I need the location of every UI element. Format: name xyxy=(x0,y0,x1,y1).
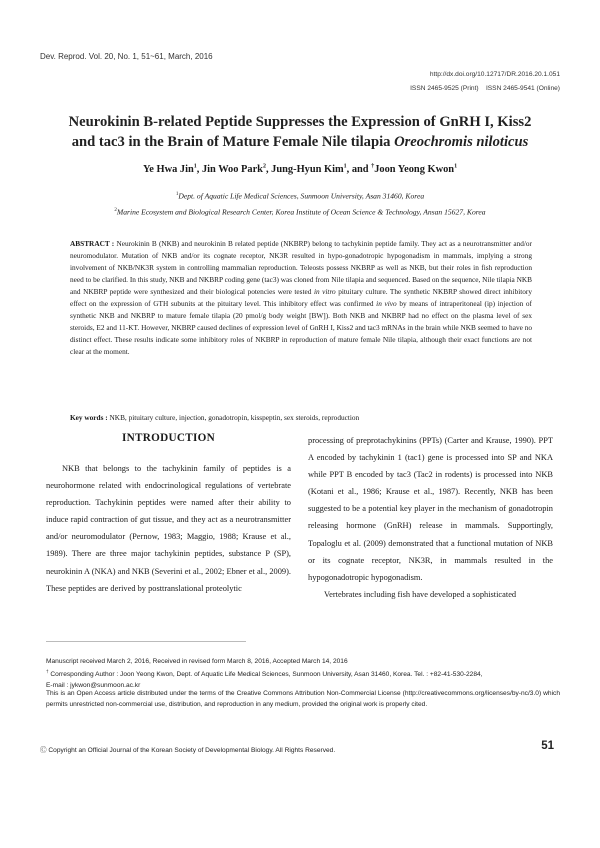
abstract-text: pituitary culture. The synthetic NKBRP showed direct inhibitory effect on the expression of GTH subunits at the pituitary level. This inhibitory effect was confirmed xyxy=(70,287,533,309)
author-email[interactable]: E-mail : jykwon@sunmoon.ac.kr xyxy=(46,681,141,689)
keywords-text: NKB, pituitary culture, injection, gonadotropin, kisspeptin, sex steroids, reproduction xyxy=(107,413,360,422)
author-affiliation-mark: 1 xyxy=(343,164,347,170)
author-name: Ye Hwa Jin xyxy=(142,164,194,176)
body-column-left xyxy=(46,460,291,597)
paragraph: Vertebrates including fish have developed a sophisticated xyxy=(324,589,517,599)
copyright-notice: Ⓒ Copyright an Official Journal of the Korean Society of Developmental Biology. All Rights Reserved. xyxy=(40,747,336,754)
abstract-italic: in vitro xyxy=(313,287,336,297)
open-access-notice: This is an Open Access article distributed under the terms of the Creative Commons Attribution Non-Commercial License (http://creativecommons.org/licenses/by-nc/3.0) which permits unrestricted non-commercial use, distribution, and reproduction in any medium, provided the original work is properly cited. xyxy=(46,690,560,709)
abstract-italic: in vivo xyxy=(376,299,397,309)
author-name: Jung-Hyun Kim xyxy=(271,164,344,176)
corresponding-text: Corresponding Author : Joon Yeong Kwon, Dept. of Aquatic Life Medical Sciences, Sunmoon University, Asan 31460, Korea. Tel. : +82-41-530-2284, xyxy=(48,671,483,679)
affiliation-text: Dept. of Aquatic Life Medical Sciences, Sunmoon University, Asan 31460, Korea xyxy=(178,191,425,201)
author xyxy=(271,164,371,175)
author-name: Jin Woo Park xyxy=(201,164,263,176)
author-affiliation-mark: 1 xyxy=(193,164,197,170)
title-line-2-text: and tac3 in the Brain of Mature Female Nile tilapia xyxy=(71,134,395,150)
author xyxy=(202,164,271,175)
title-line-2 xyxy=(60,132,540,152)
paragraph: processing of preprotachykinins (PPTs) (Carter and Krause, 1990). PPT A encoded by tachykinin 1 (tac1) gene is processed into SP and NKA while PPT B encoded by tac3 (Tac2 in rodents) is processed into NKB (Kotani et al., 1986; Krause et al., 1987). Recently, NKB has been suggested to be a potential key player in the mechanism of gonadotropin releasing hormone (GnRH) release in mammals. Supportingly, Topaloglu et al. (2009) demonstrated that a functional mutation of NKB or its cognate receptor, NK3R, in mammals resulted in the hypogonadotropic hypogonadism. xyxy=(308,436,553,582)
affiliation-mark: 1 xyxy=(175,192,179,197)
article-title xyxy=(60,112,540,152)
author-separator: , and xyxy=(346,164,372,176)
doi-issn-block xyxy=(410,68,560,96)
issn-line: ISSN 2465-9525 (Print) ISSN 2465-9541 (Online) xyxy=(410,85,560,92)
footnotes xyxy=(46,657,560,691)
doi-link[interactable]: http://dx.doi.org/10.12717/DR.2016.20.1.051 xyxy=(429,71,560,78)
section-heading-introduction: INTRODUCTION xyxy=(121,432,216,444)
abstract-text: by means of intraperitoneal (ip) injection of synthetic NKB and NKBRP to mature female tilapia (20 pmol/g body weight [BW]). Both NKB and NKBRP had no effect on the plasma level of sex steroids, E2 and 11-KT. However, NKBRP caused declines of expression level of GnRH I, Kiss2 and tac3 mRNAs in the brain while NKB seemed to have no distinct effect. These results indicate some inhibitory roles of NKBRP in reproduction of mature female Nile tilapia, although their exact functions are not clear at the moment. xyxy=(70,299,532,357)
affiliation-text: Marine Ecosystem and Biological Research Center, Korea Institute of Ocean Science & Technology, Ansan 15627, Korea xyxy=(116,207,486,217)
corresponding-author xyxy=(46,667,560,680)
body-column-right xyxy=(308,432,553,603)
species-name: Oreochromis niloticus xyxy=(394,134,529,150)
author xyxy=(371,164,457,175)
author-separator: , xyxy=(265,164,272,176)
author-name: Joon Yeong Kwon xyxy=(374,164,455,176)
author-affiliation-mark: 2 xyxy=(262,164,266,170)
author-affiliation-mark: 1 xyxy=(454,164,458,170)
journal-reference: Dev. Reprod. Vol. 20, No. 1, 51~61, March, 2016 xyxy=(40,52,213,61)
abstract-label: ABSTRACT : xyxy=(70,239,115,248)
keywords xyxy=(70,412,532,424)
affiliation xyxy=(40,204,560,220)
corresponding-mark: † xyxy=(371,164,375,170)
author-separator: , xyxy=(196,164,202,176)
author-list xyxy=(40,164,560,175)
author xyxy=(143,164,202,175)
affiliations xyxy=(40,188,560,219)
abstract xyxy=(70,238,532,358)
affiliation-mark: 2 xyxy=(114,207,117,213)
footnote-divider xyxy=(46,641,246,642)
corresponding-mark: † xyxy=(46,669,49,675)
affiliation xyxy=(40,188,560,204)
page-number: 51 xyxy=(541,740,554,752)
abstract-text: Neurokinin B (NKB) and neurokinin B related peptide (NKBRP) belong to tachykinin peptide family. They act as a neurotransmitter and/or neuromodulator. Mutation of NKB and/or its cognate receptor, NK3R resulted in hypo-gonadotropic hypogonadism in mammals, implying a strong involvement of NKB/NK3R system in controlling mammalian reproduction. Teleosts possess NKBRP as well as NKB, but their roles in fish reproduction need to be clarified. In this study, NKB and NKBRP coding gene (tac3) was cloned from Nile tilapia and sequenced. Based on the sequence, Nile tilapia NKB and NKBRP peptide were synthesized and their biological potencies were tested xyxy=(70,239,532,297)
manuscript-dates: Manuscript received March 2, 2016, Received in revised form March 8, 2016, Accepted March 14, 2016 xyxy=(46,658,348,665)
paragraph: NKB that belongs to the tachykinin family of peptides is a neurohormone related with endocrinological regulations of vertebrate reproduction. Tachykinin peptides were named after their ability to induce rapid contraction of gut tissue, and they act as a neurotransmitter and/or neuromodulator (Pernow, 1983; Maggio, 1988; Krause et al., 1989). There are three major tachykinin peptides, substance P (SP), neurokinin A (NKA) and NKB (Severini et al., 2002; Ebner et al., 2009). These peptides are derived by posttranslational proteolytic xyxy=(46,464,291,593)
keywords-label: Key words : xyxy=(70,413,108,422)
title-line-1: Neurokinin B-related Peptide Suppresses the Expression of GnRH I, Kiss2 xyxy=(68,114,532,130)
